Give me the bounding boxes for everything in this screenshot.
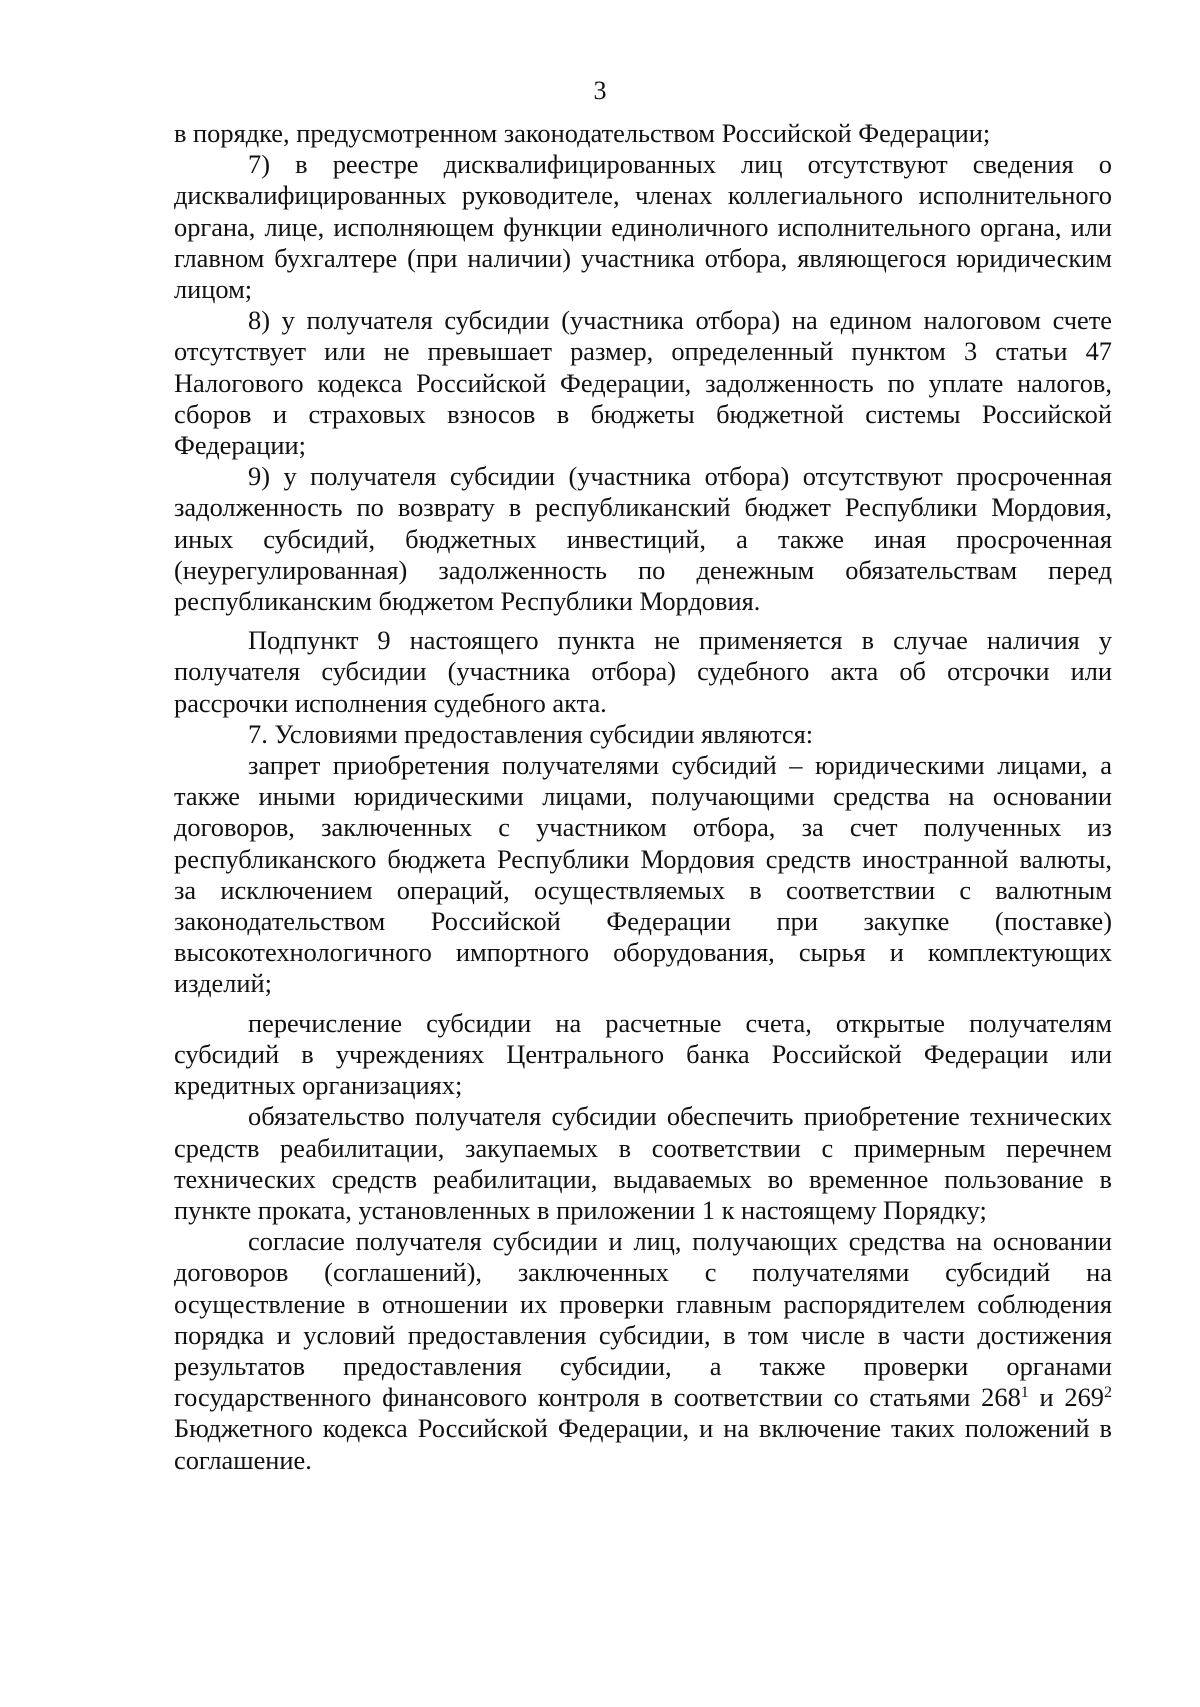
consent-text-before: согласие получателя субсидии и лиц, получающих средства на основании договоров (соглашений), заключенных с получателями субсидий на осуществление в отношении их проверки главным распорядителем соблюдения порядка и условий предоставления субсидии, в том числе в части достижения результатов предоставления субсидии, а также проверки органами государственного финансового контроля в соответствии со статьями 268 <box>174 1226 1112 1413</box>
paragraph-item-9: 9) у получателя субсидии (участника отбора) отсутствуют просроченная задолженность по возврату в республиканский бюджет Республики Мордовия, иных субсидий, бюджетных инвестиций, а также иная просроченная (неурегулированная) задолженность по денежным обязательствам перед республиканским бюджетом Республики Мордовия. <box>174 461 1112 617</box>
paragraph-transfer-accounts: перечисление субсидии на расчетные счета, открытые получателям субсидий в учреждениях Центрального банка Российской Федерации или кредитных организациях; <box>174 1007 1112 1101</box>
paragraph-currency-ban: запрет приобретения получателями субсидий – юридическими лицами, а также иными юридическими лицами, получающими средства на основании договоров, заключенных с участником отбора, за счет полученных из республиканского бюджета Республики Мордовия средств иностранной валюты, за исключением операций, осуществляемых в соответствии с валютным законодательством Российской Федерации при закупке (поставке) высокотехнологичного импортного оборудования, сырья и комплектующих изделий; <box>174 750 1112 999</box>
paragraph-obligation: обязательство получателя субсидии обеспечить приобретение технических средств реабилитации, закупаемых в соответствии с примерным перечнем технических средств реабилитации, выдаваемых во временное пользование в пункте проката, установленных в приложении 1 к настоящему Порядку; <box>174 1101 1112 1225</box>
paragraph-subitem-9-note: Подпункт 9 настоящего пункта не применяется в случае наличия у получателя субсидии (участника отбора) судебного акта об отсрочки или рассрочки исполнения судебного акта. <box>174 625 1112 718</box>
document-body <box>174 118 1112 1476</box>
consent-text-after: Бюджетного кодекса Российской Федерации, и на включение таких положений в соглашение. <box>174 1413 1112 1475</box>
consent-text-mid: и 269 <box>1028 1382 1104 1413</box>
paragraph-section-7-heading: 7. Условиями предоставления субсидии являются: <box>248 718 814 749</box>
superscript-1: 1 <box>1020 1384 1029 1402</box>
paragraph-item-8: 8) у получателя субсидии (участника отбора) на едином налоговом счете отсутствует или не превышает размер, определенный пунктом 3 статьи 47 Налогового кодекса Российской Федерации, задолженность по уплате налогов, сборов и страховых взносов в бюджеты бюджетной системы Российской Федерации; <box>174 305 1112 461</box>
superscript-2: 2 <box>1104 1384 1112 1402</box>
paragraph-consent <box>174 1226 1112 1476</box>
paragraph-continuation: в порядке, предусмотренном законодательством Российской Федерации; <box>174 118 991 148</box>
page-number: 3 <box>593 76 607 105</box>
paragraph-item-7: 7) в реестре дисквалифицированных лиц отсутствуют сведения о дисквалифицированных руководителе, членах коллегиального исполнительного органа, лице, исполняющем функции единоличного исполнительного органа, или главном бухгалтере (при наличии) участника отбора, являющегося юридическим лицом; <box>174 149 1112 305</box>
